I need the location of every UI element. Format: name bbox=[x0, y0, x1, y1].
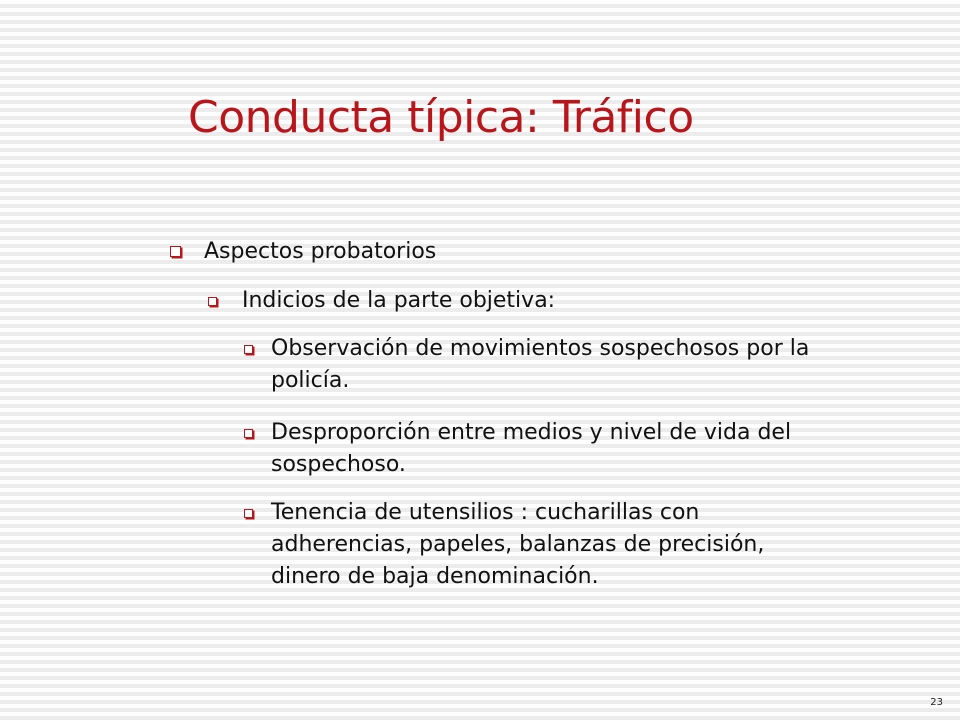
bullet-text: Indicios de la parte objetiva: bbox=[242, 288, 556, 313]
square-bullet-icon bbox=[244, 429, 253, 438]
bullet-text: Desproporción entre medios y nivel de vida del sospechoso. bbox=[271, 420, 792, 477]
bullet-item-level3 bbox=[244, 333, 831, 397]
bullet-item-level1 bbox=[170, 236, 904, 268]
slide-title: Conducta típica: Tráfico bbox=[188, 92, 694, 143]
square-bullet-icon bbox=[244, 509, 253, 518]
bullet-text: Aspectos probatorios bbox=[204, 239, 437, 264]
square-bullet-icon bbox=[208, 297, 217, 306]
square-bullet-icon bbox=[170, 246, 181, 257]
bullet-text: Tenencia de utensilios : cucharillas con adherencias, papeles, balanzas de precisión, dinero de baja denominación. bbox=[271, 500, 765, 589]
page-number: 23 bbox=[930, 697, 943, 708]
bullet-item-level3 bbox=[244, 417, 831, 481]
bullet-item-level3 bbox=[244, 497, 831, 593]
bullet-text: Observación de movimientos sospechosos por la policía. bbox=[271, 336, 810, 393]
square-bullet-icon bbox=[244, 345, 253, 354]
bullet-item-level2 bbox=[208, 285, 902, 317]
